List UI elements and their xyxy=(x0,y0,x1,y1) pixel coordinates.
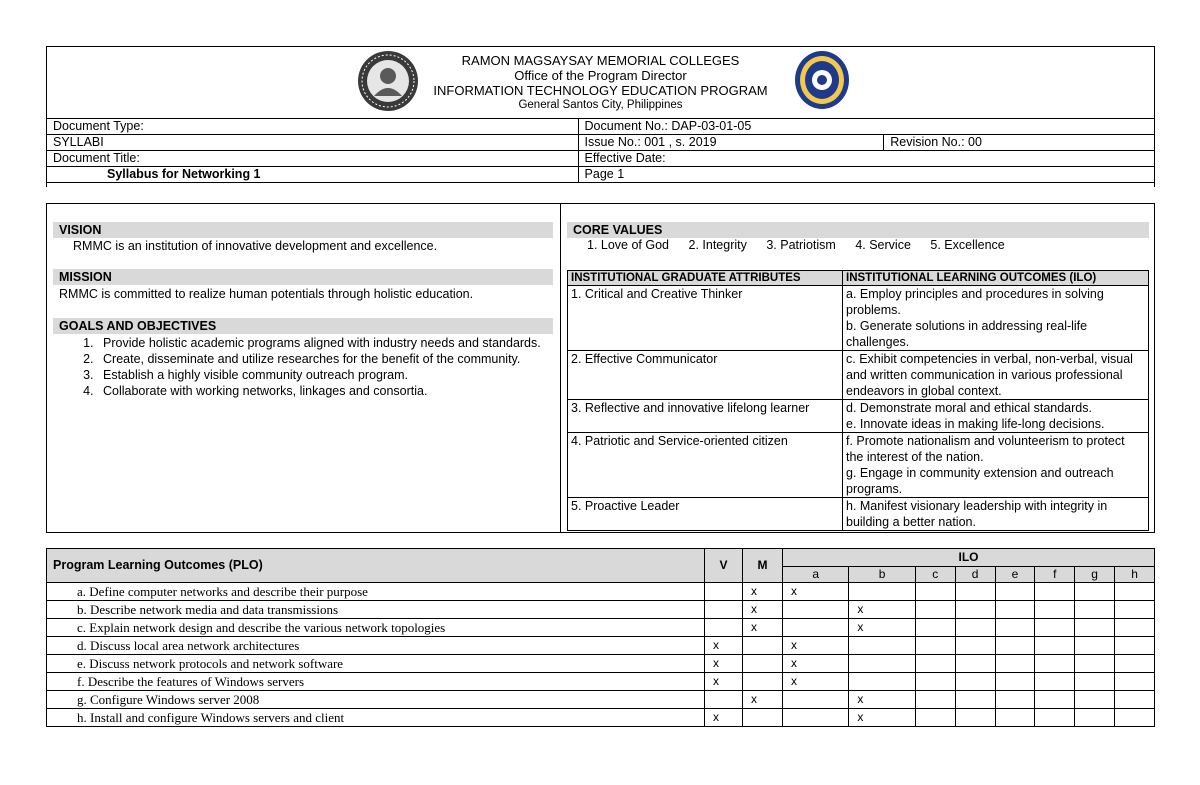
document-info-table xyxy=(46,118,1155,183)
m-mark xyxy=(743,709,783,727)
ilo-mark xyxy=(1115,637,1155,655)
program-name: INFORMATION TECHNOLOGY EDUCATION PROGRAM xyxy=(433,83,768,98)
plo-outcome-label: d. Discuss local area network architectures xyxy=(47,637,705,655)
ilo-mark xyxy=(849,637,915,655)
ilo-mark xyxy=(849,673,915,691)
m-mark xyxy=(743,673,783,691)
plo-row xyxy=(47,691,1155,709)
ilo-mark xyxy=(1115,583,1155,601)
plo-row xyxy=(47,673,1155,691)
plo-body xyxy=(47,583,1155,727)
learning-outcome-cell xyxy=(843,286,1149,351)
plo-row xyxy=(47,619,1155,637)
goal-item: 3. Establish a highly visible community outreach program. xyxy=(97,367,577,383)
vision-mission-panel xyxy=(47,204,561,532)
ilo-mark xyxy=(955,601,995,619)
doc-row xyxy=(47,151,1155,167)
ilo-mark xyxy=(995,583,1035,601)
plo-row xyxy=(47,583,1155,601)
ilo-mark: x xyxy=(849,619,915,637)
header-text xyxy=(47,53,1154,113)
plo-row xyxy=(47,709,1155,727)
ilo-mark xyxy=(1035,691,1075,709)
ilo-mark xyxy=(1075,583,1115,601)
graduate-attributes-header: INSTITUTIONAL GRADUATE ATTRIBUTES xyxy=(568,271,843,286)
v-mark: x xyxy=(705,655,743,673)
core-value: 4. Service xyxy=(855,238,911,252)
ilo-mark xyxy=(915,709,955,727)
doc-row xyxy=(47,135,1155,151)
goals-list xyxy=(47,335,577,399)
ilo-letter-header: g xyxy=(1075,567,1115,583)
core-values-list xyxy=(587,237,1021,253)
plo-header-row xyxy=(47,549,1155,567)
doc-row xyxy=(47,167,1155,183)
graduate-attribute: 3. Reflective and innovative lifelong learner xyxy=(568,400,843,433)
ilo-mark xyxy=(955,673,995,691)
ilo-row xyxy=(568,286,1149,351)
plo-outcome-label: e. Discuss network protocols and network software xyxy=(47,655,705,673)
program-seal-logo xyxy=(794,50,850,110)
ilo-mark xyxy=(995,655,1035,673)
ilo-letter-header: b xyxy=(849,567,915,583)
ilo-mark xyxy=(783,619,849,637)
plo-row xyxy=(47,655,1155,673)
ilo-mark xyxy=(1115,619,1155,637)
ilo-row xyxy=(568,498,1149,531)
ilo-mark xyxy=(915,637,955,655)
ilo-mark xyxy=(955,655,995,673)
ilo-mark xyxy=(955,619,995,637)
ilo-mark xyxy=(955,637,995,655)
learning-outcome: f. Promote nationalism and volunteerism to protect the interest of the nation. xyxy=(846,434,1125,464)
ilo-mark xyxy=(995,637,1035,655)
ilo-mark: x xyxy=(849,709,915,727)
ilo-mark xyxy=(915,619,955,637)
vision-title: VISION xyxy=(53,222,553,238)
learning-outcome: c. Exhibit competencies in verbal, non-verbal, visual and written communication in various professional endeavors in global context. xyxy=(846,352,1133,398)
ilo-mark xyxy=(1115,673,1155,691)
ilo-mark xyxy=(783,691,849,709)
ilo-header-row xyxy=(568,271,1149,286)
plo-outcome-label: g. Configure Windows server 2008 xyxy=(47,691,705,709)
ilo-mark xyxy=(1075,655,1115,673)
ilo-mark xyxy=(1035,637,1075,655)
ilo-mark xyxy=(995,673,1035,691)
ilo-row xyxy=(568,351,1149,400)
ilo-mark xyxy=(995,619,1035,637)
ilo-mark xyxy=(1075,709,1115,727)
doc-title-value: Syllabus for Networking 1 xyxy=(47,167,579,183)
ilo-mark xyxy=(955,691,995,709)
learning-outcome-cell xyxy=(843,400,1149,433)
m-mark: x xyxy=(743,601,783,619)
ilo-mark: x xyxy=(783,637,849,655)
m-mark: x xyxy=(743,619,783,637)
ilo-mark xyxy=(915,691,955,709)
ilo-mark xyxy=(995,709,1035,727)
learning-outcome-cell xyxy=(843,498,1149,531)
ilo-column-header: ILO xyxy=(783,549,1155,567)
ilo-mark xyxy=(915,655,955,673)
plo-outcome-label: c. Explain network design and describe the various network topologies xyxy=(47,619,705,637)
ilo-mark: x xyxy=(783,655,849,673)
ilo-mark xyxy=(1035,673,1075,691)
ilo-mark xyxy=(915,601,955,619)
v-column-header: V xyxy=(705,549,743,583)
plo-outcome-label: b. Describe network media and data transmissions xyxy=(47,601,705,619)
m-column-header: M xyxy=(743,549,783,583)
plo-table xyxy=(46,548,1155,727)
location: General Santos City, Philippines xyxy=(518,99,683,111)
m-mark: x xyxy=(743,691,783,709)
ilo-mark xyxy=(849,583,915,601)
header-banner xyxy=(47,47,1154,118)
ilo-mark xyxy=(1115,691,1155,709)
v-mark xyxy=(705,691,743,709)
graduate-attribute: 1. Critical and Creative Thinker xyxy=(568,286,843,351)
vision-text: RMMC is an institution of innovative development and excellence. xyxy=(73,239,438,253)
core-values-panel xyxy=(561,204,1154,532)
revision-number: Revision No.: 00 xyxy=(884,135,1155,151)
ilo-mark xyxy=(849,655,915,673)
core-value: 1. Love of God xyxy=(587,238,670,252)
effective-date: Effective Date: xyxy=(578,151,1154,167)
core-value: 5. Excellence xyxy=(930,238,1005,252)
ilo-mark: x xyxy=(783,583,849,601)
ilo-mark xyxy=(1115,655,1155,673)
document-header xyxy=(46,46,1155,187)
goal-item: 4. Collaborate with working networks, linkages and consortia. xyxy=(97,383,577,399)
issue-number: Issue No.: 001 , s. 2019 xyxy=(578,135,884,151)
v-mark: x xyxy=(705,709,743,727)
learning-outcome: a. Employ principles and procedures in solving problems. xyxy=(846,287,1104,317)
learning-outcome: b. Generate solutions in addressing real-life challenges. xyxy=(846,319,1088,349)
mission-text: RMMC is committed to realize human potentials through holistic education. xyxy=(59,287,474,301)
core-value: 2. Integrity xyxy=(688,238,747,252)
ilo-mark xyxy=(1075,601,1115,619)
goals-title: GOALS AND OBJECTIVES xyxy=(53,318,553,334)
m-mark xyxy=(743,637,783,655)
ilo-mark xyxy=(1035,619,1075,637)
ilo-mark: x xyxy=(783,673,849,691)
learning-outcome-cell xyxy=(843,433,1149,498)
doc-type-label: Document Type: xyxy=(47,119,579,135)
ilo-mark xyxy=(995,601,1035,619)
graduate-attribute: 5. Proactive Leader xyxy=(568,498,843,531)
ilo-mark xyxy=(1035,709,1075,727)
doc-number: Document No.: DAP-03-01-05 xyxy=(578,119,1154,135)
goal-item: 1. Provide holistic academic programs aligned with industry needs and standards. xyxy=(97,335,577,351)
v-mark xyxy=(705,601,743,619)
ilo-letter-header: d xyxy=(955,567,995,583)
v-mark: x xyxy=(705,637,743,655)
ilo-mark xyxy=(783,601,849,619)
college-name: RAMON MAGSAYSAY MEMORIAL COLLEGES xyxy=(461,53,740,68)
ilo-mark xyxy=(1035,601,1075,619)
plo-outcome-label: a. Define computer networks and describe their purpose xyxy=(47,583,705,601)
doc-row xyxy=(47,119,1155,135)
plo-outcome-label: h. Install and configure Windows servers and client xyxy=(47,709,705,727)
ilo-row xyxy=(568,400,1149,433)
v-mark xyxy=(705,583,743,601)
ilo-table xyxy=(567,270,1149,531)
office-name: Office of the Program Director xyxy=(514,68,687,83)
ilo-mark xyxy=(915,673,955,691)
ilo-mark xyxy=(1075,619,1115,637)
learning-outcome: g. Engage in community extension and outreach programs. xyxy=(846,466,1114,496)
vision-mission-section xyxy=(46,203,1155,533)
learning-outcome: h. Manifest visionary leadership with integrity in building a better nation. xyxy=(846,499,1108,529)
ilo-mark xyxy=(1075,637,1115,655)
goal-item: 2. Create, disseminate and utilize researches for the benefit of the community. xyxy=(97,351,577,367)
m-mark xyxy=(743,655,783,673)
learning-outcome: d. Demonstrate moral and ethical standards. xyxy=(846,401,1092,415)
ilo-mark xyxy=(955,583,995,601)
ilo-letter-header: c xyxy=(915,567,955,583)
plo-row xyxy=(47,601,1155,619)
ilo-mark: x xyxy=(849,601,915,619)
mission-title: MISSION xyxy=(53,269,553,285)
learning-outcome: e. Innovate ideas in making life-long decisions. xyxy=(846,417,1105,431)
ilo-mark xyxy=(1075,673,1115,691)
core-values-title: CORE VALUES xyxy=(567,222,1149,238)
graduate-attribute: 2. Effective Communicator xyxy=(568,351,843,400)
ilo-letter-header: f xyxy=(1035,567,1075,583)
ilo-mark xyxy=(1115,709,1155,727)
v-mark xyxy=(705,619,743,637)
plo-row xyxy=(47,637,1155,655)
ilo-mark xyxy=(995,691,1035,709)
ilo-row xyxy=(568,433,1149,498)
ilo-letter-header: a xyxy=(783,567,849,583)
ilo-letter-header: e xyxy=(995,567,1035,583)
v-mark: x xyxy=(705,673,743,691)
ilo-mark xyxy=(955,709,995,727)
ilo-mark xyxy=(1035,655,1075,673)
ilo-mark xyxy=(1115,601,1155,619)
learning-outcomes-header: INSTITUTIONAL LEARNING OUTCOMES (ILO) xyxy=(843,271,1149,286)
ilo-mark xyxy=(1035,583,1075,601)
doc-title-label: Document Title: xyxy=(47,151,579,167)
ilo-mark xyxy=(915,583,955,601)
learning-outcome-cell xyxy=(843,351,1149,400)
ilo-mark xyxy=(783,709,849,727)
plo-outcome-label: f. Describe the features of Windows servers xyxy=(47,673,705,691)
core-value: 3. Patriotism xyxy=(766,238,836,252)
ilo-mark xyxy=(1075,691,1115,709)
plo-title: Program Learning Outcomes (PLO) xyxy=(47,549,705,583)
ilo-mark: x xyxy=(849,691,915,709)
graduate-attribute: 4. Patriotic and Service-oriented citizen xyxy=(568,433,843,498)
m-mark: x xyxy=(743,583,783,601)
page-number: Page 1 xyxy=(578,167,1154,183)
doc-type-value: SYLLABI xyxy=(47,135,579,151)
ilo-letter-header: h xyxy=(1115,567,1155,583)
